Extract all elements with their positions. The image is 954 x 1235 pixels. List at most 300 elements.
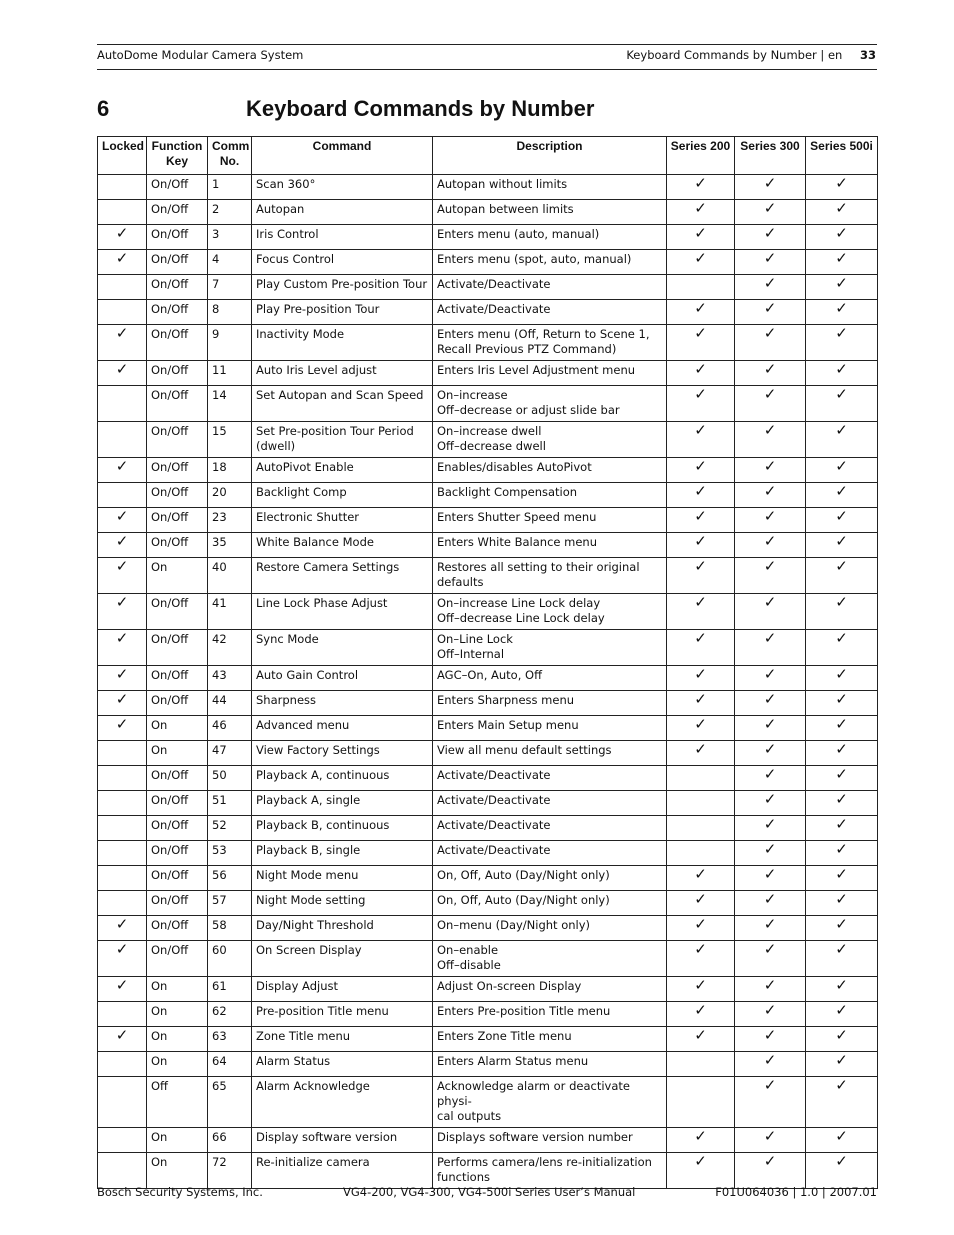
series-500i-cell [806, 458, 878, 483]
check-mark-icon: ✓ [115, 507, 129, 525]
locked-cell [98, 533, 147, 558]
check-mark-icon: ✓ [835, 840, 848, 858]
check-mark-icon: ✓ [835, 790, 848, 808]
section-number: 6 [97, 96, 110, 121]
command-number-cell: 60 [208, 941, 252, 977]
description-cell: On–increase Line Lock delay Off–decrease Line Lock delay [433, 594, 667, 630]
series-300-cell [735, 916, 806, 941]
table-row [98, 630, 878, 666]
check-mark-icon: ✓ [763, 385, 777, 403]
check-mark-icon: ✓ [835, 690, 848, 708]
function-key-cell: On/Off [147, 225, 208, 250]
description-cell: Enters Alarm Status menu [433, 1052, 667, 1077]
function-key-cell: On/Off [147, 325, 208, 361]
series-300-cell [735, 1128, 806, 1153]
series-300-cell [735, 1002, 806, 1027]
table-row [98, 1027, 878, 1052]
check-mark-icon: ✓ [835, 593, 848, 611]
table-row [98, 791, 878, 816]
check-mark-icon: ✓ [835, 1127, 848, 1145]
series-200-cell [667, 766, 735, 791]
check-mark-icon: ✓ [115, 532, 129, 550]
description-cell: Enters Iris Level Adjustment menu [433, 361, 667, 386]
series-300-cell [735, 1077, 806, 1128]
series-500i-cell [806, 1052, 878, 1077]
command-number-cell: 52 [208, 816, 252, 841]
table-row [98, 533, 878, 558]
function-key-cell: On/Off [147, 841, 208, 866]
table-row [98, 225, 878, 250]
series-300-cell [735, 300, 806, 325]
series-500i-cell [806, 691, 878, 716]
col-header-function-key: Function Key [147, 137, 208, 175]
command-name-cell: Set Autopan and Scan Speed [252, 386, 433, 422]
table-row [98, 891, 878, 916]
series-500i-cell [806, 275, 878, 300]
series-200-cell [667, 508, 735, 533]
check-mark-icon: ✓ [763, 421, 777, 439]
section-heading [97, 96, 594, 122]
locked-cell [98, 691, 147, 716]
function-key-cell: On/Off [147, 250, 208, 275]
check-mark-icon: ✓ [694, 715, 707, 733]
description-cell: Activate/Deactivate [433, 275, 667, 300]
table-row [98, 916, 878, 941]
locked-cell [98, 1002, 147, 1027]
col-header-command: Command [252, 137, 433, 175]
series-500i-cell [806, 250, 878, 275]
series-200-cell [667, 1052, 735, 1077]
series-200-cell [667, 200, 735, 225]
series-200-cell [667, 1153, 735, 1189]
check-mark-icon: ✓ [115, 940, 129, 958]
check-mark-icon: ✓ [763, 324, 777, 342]
command-name-cell: Auto Iris Level adjust [252, 361, 433, 386]
function-key-cell: On/Off [147, 533, 208, 558]
check-mark-icon: ✓ [835, 421, 848, 439]
command-name-cell: Alarm Status [252, 1052, 433, 1077]
locked-cell [98, 766, 147, 791]
description-cell: On, Off, Auto (Day/Night only) [433, 891, 667, 916]
series-200-cell [667, 866, 735, 891]
check-mark-icon: ✓ [763, 840, 777, 858]
check-mark-icon: ✓ [763, 715, 777, 733]
table-row [98, 275, 878, 300]
check-mark-icon: ✓ [763, 299, 777, 317]
section-title: Keyboard Commands by Number [246, 96, 595, 121]
locked-cell [98, 483, 147, 508]
command-number-cell: 35 [208, 533, 252, 558]
description-cell: Performs camera/lens re-initialization functions [433, 1153, 667, 1189]
check-mark-icon: ✓ [763, 360, 777, 378]
command-number-cell: 44 [208, 691, 252, 716]
series-300-cell [735, 361, 806, 386]
series-300-cell [735, 275, 806, 300]
series-200-cell [667, 594, 735, 630]
table-row [98, 941, 878, 977]
series-200-cell [667, 300, 735, 325]
function-key-cell: On/Off [147, 630, 208, 666]
locked-cell [98, 458, 147, 483]
table-row [98, 483, 878, 508]
locked-cell [98, 841, 147, 866]
check-mark-icon: ✓ [763, 274, 777, 292]
command-number-cell: 1 [208, 175, 252, 200]
locked-cell [98, 558, 147, 594]
check-mark-icon: ✓ [115, 715, 129, 733]
command-name-cell: Playback B, continuous [252, 816, 433, 841]
col-header-series-300: Series 300 [735, 137, 806, 175]
command-number-cell: 15 [208, 422, 252, 458]
command-number-cell: 50 [208, 766, 252, 791]
series-300-cell [735, 508, 806, 533]
description-cell: On–increase dwell Off–decrease dwell [433, 422, 667, 458]
series-200-cell [667, 977, 735, 1002]
table-row [98, 977, 878, 1002]
function-key-cell: On/Off [147, 766, 208, 791]
col-header-locked: Locked [98, 137, 147, 175]
command-name-cell: On Screen Display [252, 941, 433, 977]
check-mark-icon: ✓ [115, 224, 129, 242]
locked-cell [98, 422, 147, 458]
table-row [98, 300, 878, 325]
check-mark-icon: ✓ [835, 715, 848, 733]
table-row [98, 422, 878, 458]
command-name-cell: Night Mode menu [252, 866, 433, 891]
locked-cell [98, 1027, 147, 1052]
series-500i-cell [806, 630, 878, 666]
series-500i-cell [806, 1128, 878, 1153]
function-key-cell: On/Off [147, 175, 208, 200]
check-mark-icon: ✓ [115, 360, 129, 378]
function-key-cell: On/Off [147, 594, 208, 630]
table-row [98, 175, 878, 200]
command-number-cell: 11 [208, 361, 252, 386]
series-300-cell [735, 716, 806, 741]
check-mark-icon: ✓ [835, 740, 848, 758]
command-name-cell: Autopan [252, 200, 433, 225]
check-mark-icon: ✓ [694, 324, 707, 342]
function-key-cell: On/Off [147, 200, 208, 225]
check-mark-icon: ✓ [694, 915, 707, 933]
check-mark-icon: ✓ [694, 507, 707, 525]
description-cell: On, Off, Auto (Day/Night only) [433, 866, 667, 891]
description-cell: On–Line Lock Off–Internal [433, 630, 667, 666]
function-key-cell: On [147, 1128, 208, 1153]
command-number-cell: 23 [208, 508, 252, 533]
locked-cell [98, 250, 147, 275]
check-mark-icon: ✓ [763, 1001, 777, 1019]
check-mark-icon: ✓ [694, 174, 707, 192]
check-mark-icon: ✓ [115, 690, 129, 708]
command-name-cell: Pre-position Title menu [252, 1002, 433, 1027]
check-mark-icon: ✓ [115, 557, 129, 575]
series-500i-cell [806, 741, 878, 766]
footer-right: F01U064036 | 1.0 | 2007.01 [715, 1185, 877, 1199]
command-number-cell: 63 [208, 1027, 252, 1052]
table-row [98, 1052, 878, 1077]
check-mark-icon: ✓ [694, 385, 707, 403]
command-name-cell: Backlight Comp [252, 483, 433, 508]
series-200-cell [667, 1002, 735, 1027]
series-500i-cell [806, 841, 878, 866]
check-mark-icon: ✓ [763, 1026, 777, 1044]
function-key-cell: On/Off [147, 508, 208, 533]
description-cell: On–increase Off–decrease or adjust slide bar [433, 386, 667, 422]
header-section-label: Keyboard Commands by Number | en [626, 48, 843, 62]
check-mark-icon: ✓ [694, 1001, 707, 1019]
locked-cell [98, 386, 147, 422]
check-mark-icon: ✓ [835, 665, 848, 683]
header-top-rule [97, 44, 877, 45]
series-300-cell [735, 200, 806, 225]
description-cell: Backlight Compensation [433, 483, 667, 508]
description-cell: Enters Zone Title menu [433, 1027, 667, 1052]
command-number-cell: 62 [208, 1002, 252, 1027]
check-mark-icon: ✓ [694, 249, 707, 267]
series-500i-cell [806, 594, 878, 630]
series-500i-cell [806, 666, 878, 691]
function-key-cell: On/Off [147, 422, 208, 458]
command-number-cell: 4 [208, 250, 252, 275]
locked-cell [98, 916, 147, 941]
series-300-cell [735, 691, 806, 716]
series-300-cell [735, 483, 806, 508]
command-number-cell: 42 [208, 630, 252, 666]
description-cell: Enters menu (auto, manual) [433, 225, 667, 250]
check-mark-icon: ✓ [694, 665, 707, 683]
series-200-cell [667, 841, 735, 866]
series-200-cell [667, 691, 735, 716]
description-cell: Enters menu (spot, auto, manual) [433, 250, 667, 275]
command-number-cell: 64 [208, 1052, 252, 1077]
check-mark-icon: ✓ [115, 249, 129, 267]
description-cell: Enters menu (Off, Return to Scene 1, Recall Previous PTZ Command) [433, 325, 667, 361]
check-mark-icon: ✓ [694, 482, 707, 500]
check-mark-icon: ✓ [835, 1026, 848, 1044]
series-200-cell [667, 533, 735, 558]
series-500i-cell [806, 225, 878, 250]
series-500i-cell [806, 361, 878, 386]
check-mark-icon: ✓ [763, 1127, 777, 1145]
command-number-cell: 14 [208, 386, 252, 422]
function-key-cell: On/Off [147, 916, 208, 941]
function-key-cell: On [147, 1002, 208, 1027]
series-500i-cell [806, 1077, 878, 1128]
check-mark-icon: ✓ [763, 915, 777, 933]
command-name-cell: Zone Title menu [252, 1027, 433, 1052]
check-mark-icon: ✓ [763, 940, 777, 958]
check-mark-icon: ✓ [694, 976, 707, 994]
function-key-cell: On [147, 1027, 208, 1052]
description-cell: Enables/disables AutoPivot [433, 458, 667, 483]
check-mark-icon: ✓ [763, 740, 777, 758]
check-mark-icon: ✓ [115, 976, 129, 994]
series-200-cell [667, 175, 735, 200]
description-cell: Activate/Deactivate [433, 766, 667, 791]
series-200-cell [667, 941, 735, 977]
series-300-cell [735, 422, 806, 458]
table-row [98, 716, 878, 741]
check-mark-icon: ✓ [115, 324, 129, 342]
series-200-cell [667, 630, 735, 666]
page-number: 33 [859, 48, 876, 62]
series-200-cell [667, 891, 735, 916]
check-mark-icon: ✓ [694, 890, 707, 908]
table-row [98, 594, 878, 630]
command-name-cell: Day/Night Threshold [252, 916, 433, 941]
series-500i-cell [806, 1027, 878, 1052]
locked-cell [98, 1077, 147, 1128]
description-cell: Acknowledge alarm or deactivate physi- cal outputs [433, 1077, 667, 1128]
function-key-cell: On [147, 1052, 208, 1077]
series-200-cell [667, 361, 735, 386]
table-row [98, 558, 878, 594]
series-200-cell [667, 1077, 735, 1128]
command-number-cell: 2 [208, 200, 252, 225]
command-name-cell: Night Mode setting [252, 891, 433, 916]
command-name-cell: Display software version [252, 1128, 433, 1153]
command-name-cell: Scan 360° [252, 175, 433, 200]
command-name-cell: Re-initialize camera [252, 1153, 433, 1189]
check-mark-icon: ✓ [835, 940, 848, 958]
check-mark-icon: ✓ [763, 690, 777, 708]
command-name-cell: Playback A, continuous [252, 766, 433, 791]
check-mark-icon: ✓ [763, 1051, 777, 1069]
locked-cell [98, 791, 147, 816]
check-mark-icon: ✓ [694, 690, 707, 708]
table-row [98, 1002, 878, 1027]
series-300-cell [735, 558, 806, 594]
function-key-cell: On/Off [147, 386, 208, 422]
series-200-cell [667, 1027, 735, 1052]
command-number-cell: 46 [208, 716, 252, 741]
command-number-cell: 8 [208, 300, 252, 325]
locked-cell [98, 300, 147, 325]
table-row [98, 1077, 878, 1128]
command-number-cell: 43 [208, 666, 252, 691]
check-mark-icon: ✓ [835, 360, 848, 378]
check-mark-icon: ✓ [694, 532, 707, 550]
series-300-cell [735, 630, 806, 666]
series-300-cell [735, 533, 806, 558]
series-200-cell [667, 250, 735, 275]
check-mark-icon: ✓ [835, 1051, 848, 1069]
description-cell: AGC–On, Auto, Off [433, 666, 667, 691]
series-300-cell [735, 1052, 806, 1077]
command-name-cell: AutoPivot Enable [252, 458, 433, 483]
locked-cell [98, 866, 147, 891]
command-name-cell: Auto Gain Control [252, 666, 433, 691]
table-row [98, 458, 878, 483]
function-key-cell: On/Off [147, 891, 208, 916]
locked-cell [98, 1052, 147, 1077]
check-mark-icon: ✓ [835, 532, 848, 550]
command-name-cell: White Balance Mode [252, 533, 433, 558]
command-name-cell: View Factory Settings [252, 741, 433, 766]
command-name-cell: Electronic Shutter [252, 508, 433, 533]
series-500i-cell [806, 508, 878, 533]
check-mark-icon: ✓ [835, 299, 848, 317]
check-mark-icon: ✓ [835, 457, 848, 475]
check-mark-icon: ✓ [763, 457, 777, 475]
description-cell: Autopan between limits [433, 200, 667, 225]
series-500i-cell [806, 175, 878, 200]
col-header-comm-no: Comm No. [208, 137, 252, 175]
locked-cell [98, 325, 147, 361]
series-200-cell [667, 791, 735, 816]
table-row [98, 325, 878, 361]
series-200-cell [667, 458, 735, 483]
command-name-cell: Advanced menu [252, 716, 433, 741]
series-200-cell [667, 422, 735, 458]
locked-cell [98, 175, 147, 200]
check-mark-icon: ✓ [763, 890, 777, 908]
check-mark-icon: ✓ [694, 865, 707, 883]
check-mark-icon: ✓ [115, 1026, 129, 1044]
series-300-cell [735, 741, 806, 766]
check-mark-icon: ✓ [835, 765, 848, 783]
table-row [98, 200, 878, 225]
check-mark-icon: ✓ [763, 1152, 777, 1170]
locked-cell [98, 741, 147, 766]
function-key-cell: On/Off [147, 816, 208, 841]
command-name-cell: Play Pre-position Tour [252, 300, 433, 325]
check-mark-icon: ✓ [835, 915, 848, 933]
series-200-cell [667, 386, 735, 422]
series-500i-cell [806, 1153, 878, 1189]
series-200-cell [667, 1128, 735, 1153]
check-mark-icon: ✓ [763, 815, 777, 833]
series-500i-cell [806, 766, 878, 791]
header-left-text: AutoDome Modular Camera System [97, 48, 304, 62]
check-mark-icon: ✓ [115, 665, 129, 683]
locked-cell [98, 1128, 147, 1153]
command-number-cell: 20 [208, 483, 252, 508]
series-300-cell [735, 175, 806, 200]
check-mark-icon: ✓ [835, 890, 848, 908]
check-mark-icon: ✓ [694, 360, 707, 378]
command-name-cell: Restore Camera Settings [252, 558, 433, 594]
check-mark-icon: ✓ [763, 665, 777, 683]
check-mark-icon: ✓ [763, 1076, 777, 1094]
function-key-cell: On/Off [147, 458, 208, 483]
command-number-cell: 65 [208, 1077, 252, 1128]
command-name-cell: Playback A, single [252, 791, 433, 816]
function-key-cell: Off [147, 1077, 208, 1128]
check-mark-icon: ✓ [835, 199, 848, 217]
description-cell: On–enable Off–disable [433, 941, 667, 977]
check-mark-icon: ✓ [694, 593, 707, 611]
table-row [98, 766, 878, 791]
command-name-cell: Line Lock Phase Adjust [252, 594, 433, 630]
series-500i-cell [806, 200, 878, 225]
series-200-cell [667, 741, 735, 766]
command-number-cell: 9 [208, 325, 252, 361]
series-300-cell [735, 225, 806, 250]
series-300-cell [735, 458, 806, 483]
check-mark-icon: ✓ [694, 557, 707, 575]
check-mark-icon: ✓ [835, 174, 848, 192]
check-mark-icon: ✓ [763, 765, 777, 783]
locked-cell [98, 1153, 147, 1189]
command-number-cell: 3 [208, 225, 252, 250]
command-number-cell: 66 [208, 1128, 252, 1153]
check-mark-icon: ✓ [763, 629, 777, 647]
description-cell: Enters Main Setup menu [433, 716, 667, 741]
check-mark-icon: ✓ [835, 976, 848, 994]
command-number-cell: 51 [208, 791, 252, 816]
